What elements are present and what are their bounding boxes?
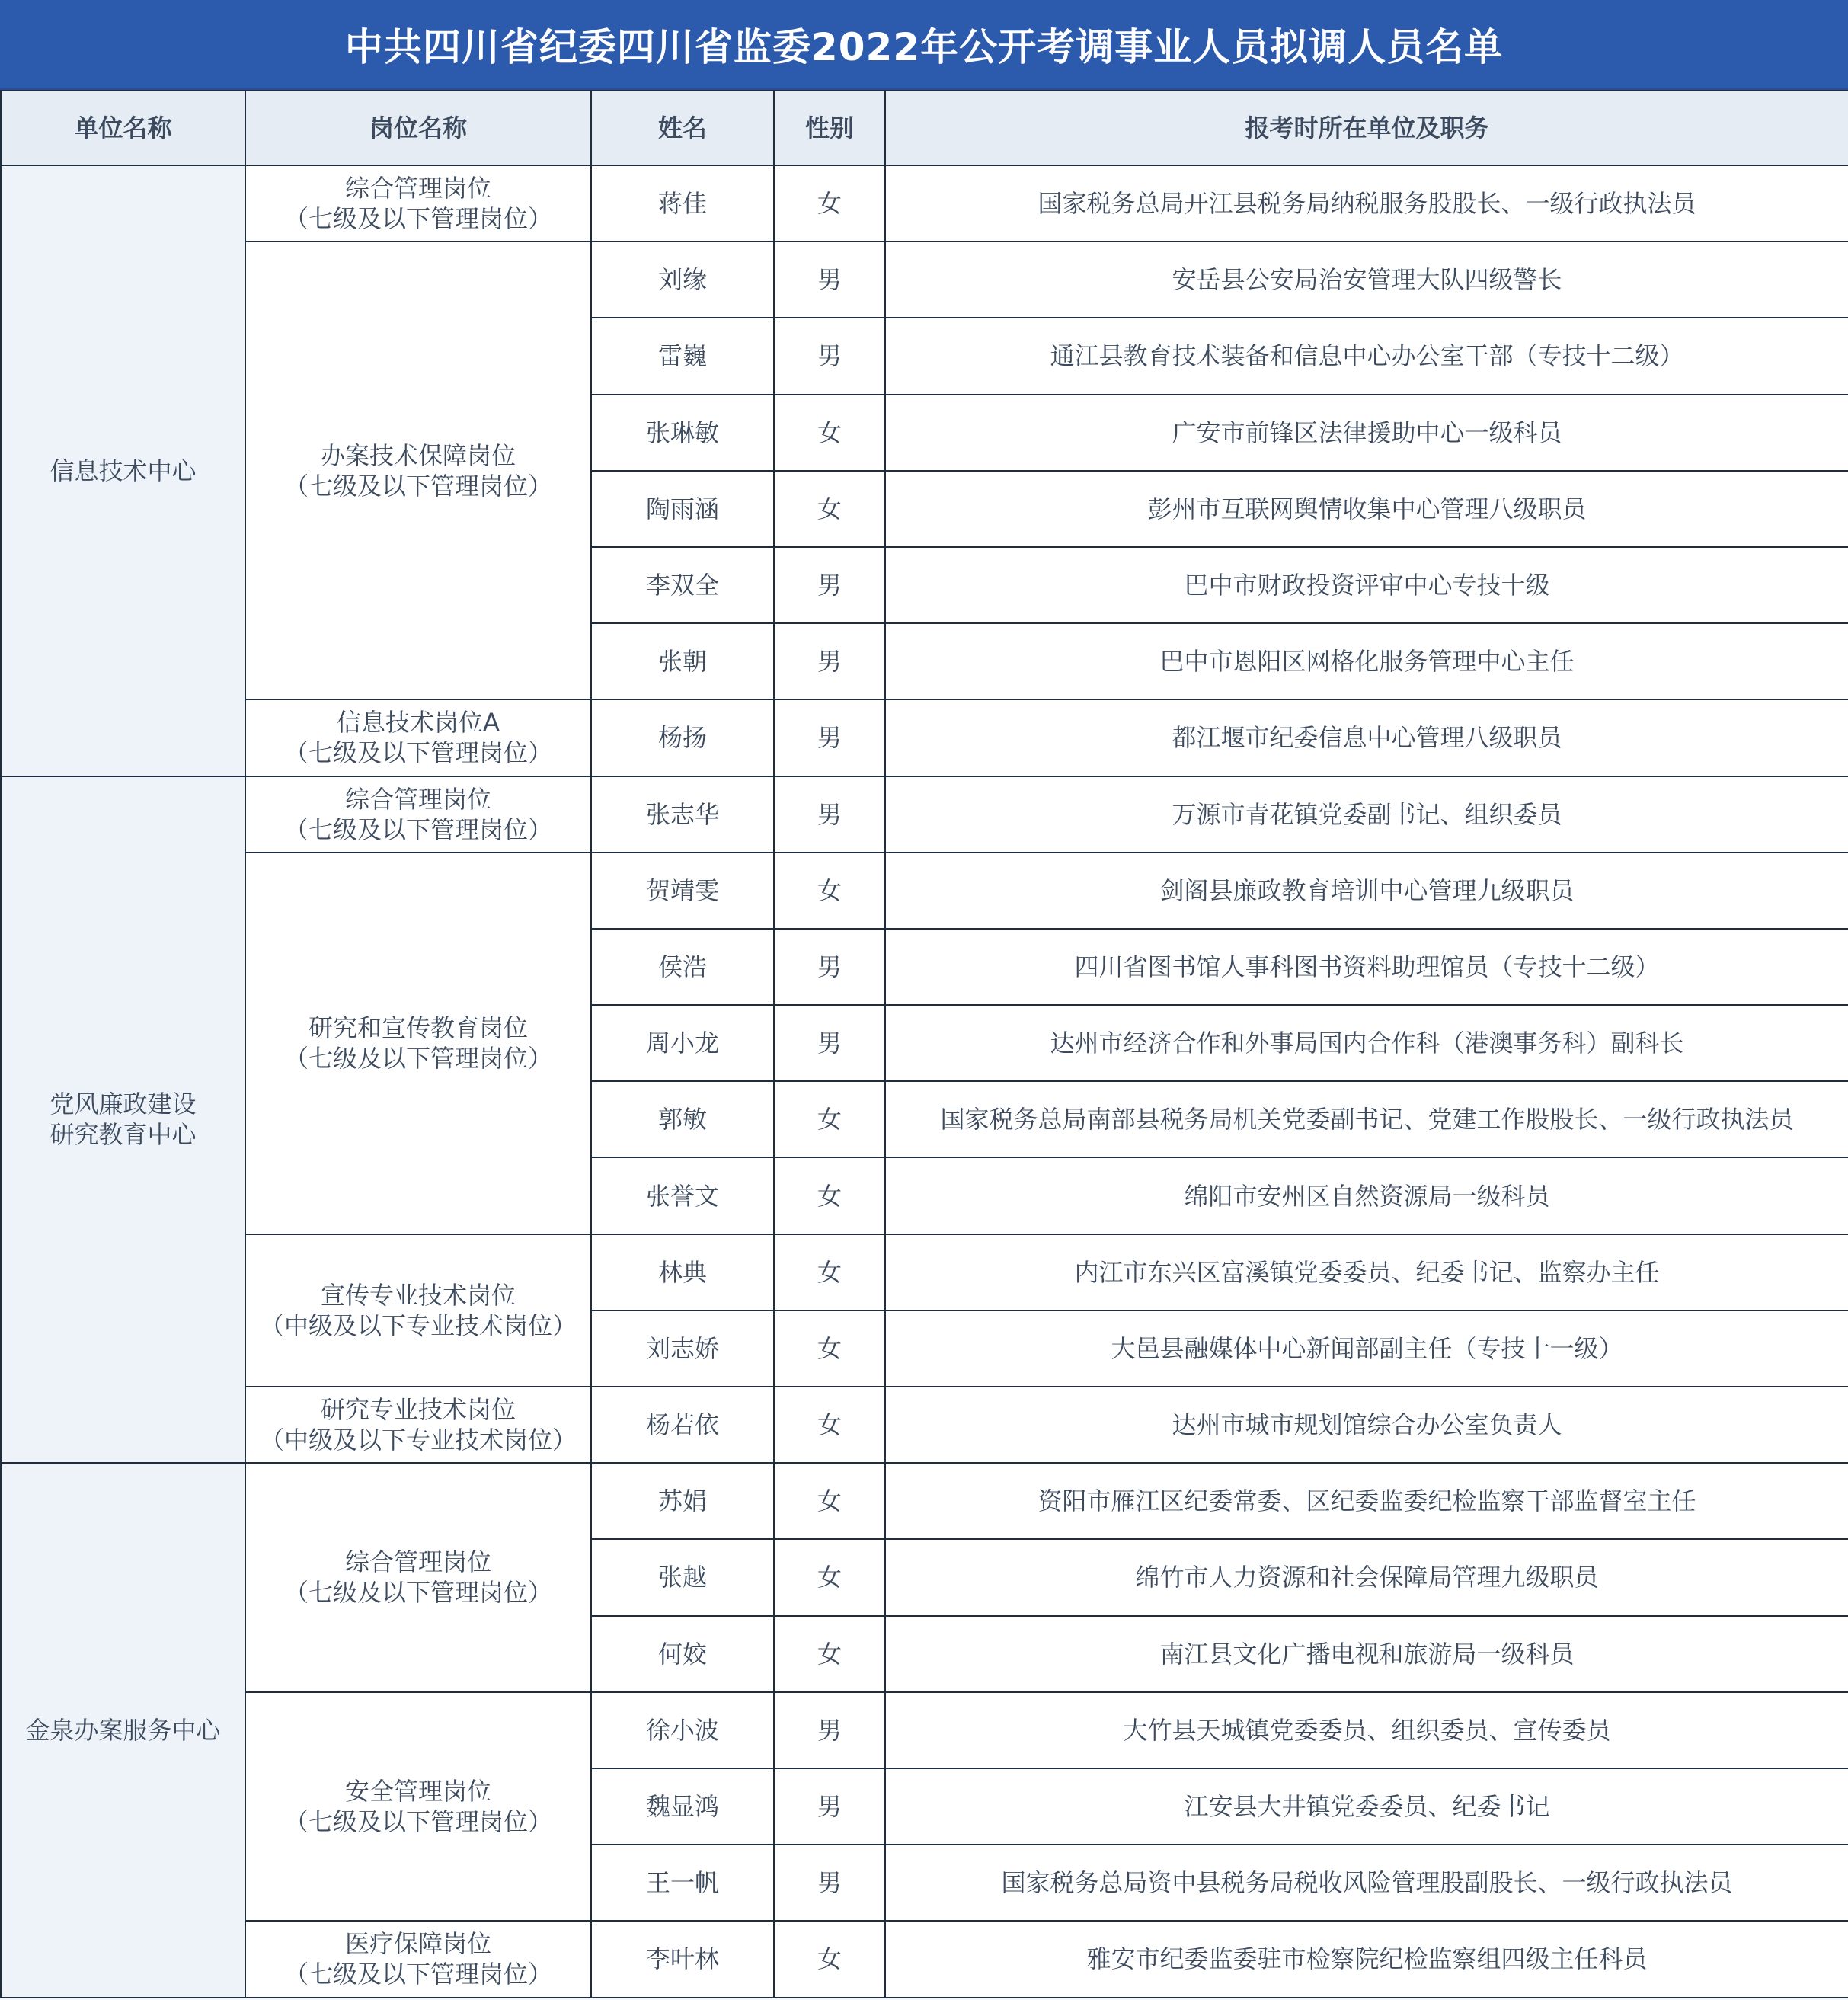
- post-cell: [245, 165, 591, 242]
- post-cell: [245, 1692, 591, 1922]
- post-level: （中级及以下专业技术岗位）: [259, 1426, 577, 1455]
- person-gender: 女: [774, 1463, 885, 1539]
- post-title: 办案技术保障岗位: [320, 440, 516, 470]
- title-bar: [0, 0, 1848, 90]
- person-name: 张志华: [591, 776, 774, 853]
- person-name: 何姣: [591, 1616, 774, 1692]
- person-job: 雅安市纪委监委驻市检察院纪检监察组四级主任科员: [885, 1921, 1848, 1997]
- person-gender: 男: [774, 242, 885, 318]
- table-row: [1, 853, 1848, 929]
- person-job: 通江县教育技术装备和信息中心办公室干部（专技十二级）: [885, 318, 1848, 394]
- person-job: 大竹县天城镇党委委员、组织委员、宣传委员: [885, 1692, 1848, 1768]
- table-row: [1, 776, 1848, 853]
- post-title: 医疗保障岗位: [344, 1929, 491, 1959]
- person-name: 李双全: [591, 547, 774, 623]
- person-name: 雷巍: [591, 318, 774, 394]
- unit-name-line: 党风廉政建设: [50, 1090, 197, 1119]
- person-name: 郭敏: [591, 1081, 774, 1157]
- person-name: 刘缘: [591, 242, 774, 318]
- post-cell: [245, 776, 591, 853]
- post-level: （中级及以下专业技术岗位）: [259, 1310, 577, 1340]
- person-name: 苏娟: [591, 1463, 774, 1539]
- person-gender: 女: [774, 1387, 885, 1463]
- person-gender: 男: [774, 1692, 885, 1768]
- person-name: 周小龙: [591, 1005, 774, 1081]
- unit-cell: 金泉办案服务中心: [1, 1463, 245, 1997]
- table-row: [1, 242, 1848, 318]
- person-name: 张越: [591, 1539, 774, 1615]
- header-job: 报考时所在单位及职务: [885, 91, 1848, 165]
- table-row: [1, 1234, 1848, 1310]
- post-level: （七级及以下管理岗位）: [283, 1578, 552, 1608]
- post-title: 研究和宣传教育岗位: [308, 1013, 528, 1043]
- post-title: 综合管理岗位: [344, 784, 491, 814]
- post-level: （七级及以下管理岗位）: [283, 1960, 552, 1989]
- person-gender: 女: [774, 471, 885, 547]
- person-name: 贺靖雯: [591, 853, 774, 929]
- unit-cell: 信息技术中心: [1, 165, 245, 776]
- person-job: 内江市东兴区富溪镇党委委员、纪委书记、监察办主任: [885, 1234, 1848, 1310]
- person-job: 达州市城市规划馆综合办公室负责人: [885, 1387, 1848, 1463]
- post-cell: [245, 699, 591, 776]
- person-job: 资阳市雁江区纪委常委、区纪委监委纪检监察干部监督室主任: [885, 1463, 1848, 1539]
- person-name: 杨扬: [591, 699, 774, 776]
- person-name: 蒋佳: [591, 165, 774, 242]
- post-level: （七级及以下管理岗位）: [283, 1807, 552, 1837]
- person-job: 绵阳市安州区自然资源局一级科员: [885, 1157, 1848, 1234]
- person-job: 绵竹市人力资源和社会保障局管理九级职员: [885, 1539, 1848, 1615]
- person-gender: 男: [774, 1845, 885, 1921]
- person-name: 张朝: [591, 623, 774, 699]
- person-job: 彭州市互联网舆情收集中心管理八级职员: [885, 471, 1848, 547]
- header-name: 姓名: [591, 91, 774, 165]
- post-level: （七级及以下管理岗位）: [283, 1044, 552, 1074]
- person-gender: 女: [774, 165, 885, 242]
- table-row: [1, 1463, 1848, 1539]
- person-name: 陶雨涵: [591, 471, 774, 547]
- header-gender: 性别: [774, 91, 885, 165]
- roster-body: [1, 165, 1848, 1998]
- person-gender: 男: [774, 1005, 885, 1081]
- post-title: 安全管理岗位: [344, 1777, 491, 1806]
- unit-name-line: 研究教育中心: [50, 1120, 197, 1150]
- person-job: 国家税务总局开江县税务局纳税服务股股长、一级行政执法员: [885, 165, 1848, 242]
- post-level: （七级及以下管理岗位）: [283, 738, 552, 768]
- person-name: 魏显鸿: [591, 1768, 774, 1845]
- person-job: 广安市前锋区法律援助中心一级科员: [885, 395, 1848, 471]
- person-job: 剑阁县廉政教育培训中心管理九级职员: [885, 853, 1848, 929]
- person-gender: 男: [774, 623, 885, 699]
- person-name: 徐小波: [591, 1692, 774, 1768]
- person-gender: 男: [774, 929, 885, 1005]
- post-title: 研究专业技术岗位: [320, 1395, 516, 1425]
- roster-table: [0, 90, 1848, 1998]
- post-cell: [245, 853, 591, 1234]
- person-job: 江安县大井镇党委委员、纪委书记: [885, 1768, 1848, 1845]
- post-cell: [245, 1921, 591, 1997]
- person-name: 王一帆: [591, 1845, 774, 1921]
- page-title: 中共四川省纪委四川省监委2022年公开考调事业人员拟调人员名单: [344, 25, 1504, 69]
- person-job: 都江堰市纪委信息中心管理八级职员: [885, 699, 1848, 776]
- person-gender: 女: [774, 1234, 885, 1310]
- person-gender: 男: [774, 776, 885, 853]
- person-gender: 女: [774, 395, 885, 471]
- post-title: 信息技术岗位A: [337, 708, 500, 738]
- person-job: 巴中市恩阳区网格化服务管理中心主任: [885, 623, 1848, 699]
- post-level: （七级及以下管理岗位）: [283, 814, 552, 844]
- person-name: 杨若依: [591, 1387, 774, 1463]
- person-job: 南江县文化广播电视和旅游局一级科员: [885, 1616, 1848, 1692]
- post-level: （七级及以下管理岗位）: [283, 471, 552, 501]
- header-unit: 单位名称: [1, 91, 245, 165]
- person-gender: 女: [774, 853, 885, 929]
- post-title: 综合管理岗位: [344, 174, 491, 203]
- person-job: 国家税务总局资中县税务局税收风险管理股副股长、一级行政执法员: [885, 1845, 1848, 1921]
- post-level: （七级及以下管理岗位）: [283, 204, 552, 234]
- person-gender: 女: [774, 1081, 885, 1157]
- post-cell: [245, 1387, 591, 1463]
- person-job: 四川省图书馆人事科图书资料助理馆员（专技十二级）: [885, 929, 1848, 1005]
- table-row: [1, 699, 1848, 776]
- person-job: 达州市经济合作和外事局国内合作科（港澳事务科）副科长: [885, 1005, 1848, 1081]
- person-name: 林典: [591, 1234, 774, 1310]
- person-job: 万源市青花镇党委副书记、组织委员: [885, 776, 1848, 853]
- unit-cell: [1, 776, 245, 1464]
- person-gender: 女: [774, 1157, 885, 1234]
- table-row: [1, 1387, 1848, 1463]
- post-title: 宣传专业技术岗位: [320, 1280, 516, 1310]
- person-job: 安岳县公安局治安管理大队四级警长: [885, 242, 1848, 318]
- person-gender: 男: [774, 1768, 885, 1845]
- header-row: [1, 91, 1848, 165]
- person-name: 张誉文: [591, 1157, 774, 1234]
- post-cell: [245, 242, 591, 699]
- table-row: [1, 165, 1848, 242]
- header-post: 岗位名称: [245, 91, 591, 165]
- person-gender: 女: [774, 1539, 885, 1615]
- table-row: [1, 1692, 1848, 1768]
- person-gender: 女: [774, 1921, 885, 1997]
- person-name: 侯浩: [591, 929, 774, 1005]
- person-name: 李叶林: [591, 1921, 774, 1997]
- person-job: 巴中市财政投资评审中心专技十级: [885, 547, 1848, 623]
- person-name: 张琳敏: [591, 395, 774, 471]
- person-gender: 女: [774, 1310, 885, 1387]
- person-gender: 女: [774, 1616, 885, 1692]
- person-name: 刘志娇: [591, 1310, 774, 1387]
- post-cell: [245, 1234, 591, 1387]
- person-gender: 男: [774, 318, 885, 394]
- person-gender: 男: [774, 699, 885, 776]
- person-gender: 男: [774, 547, 885, 623]
- person-job: 国家税务总局南部县税务局机关党委副书记、党建工作股股长、一级行政执法员: [885, 1081, 1848, 1157]
- post-cell: [245, 1463, 591, 1692]
- person-job: 大邑县融媒体中心新闻部副主任（专技十一级）: [885, 1310, 1848, 1387]
- table-row: [1, 1921, 1848, 1997]
- post-title: 综合管理岗位: [344, 1547, 491, 1577]
